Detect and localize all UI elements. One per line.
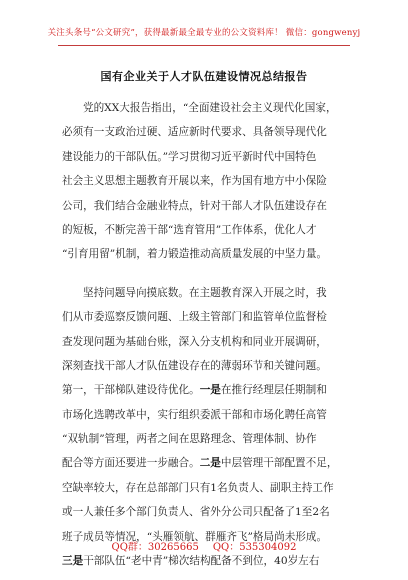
paragraph-line: 们从市委巡察反馈问题、上级主管部门和监管单位监督检 [62, 311, 327, 324]
paragraph-line: 坚持问题导向摸底数。在主题教育深入开展之时，我 [83, 286, 327, 299]
paragraph-line: 党的XX大报告指出，“全面建设社会主义现代化国家， [83, 102, 337, 114]
paragraph-line: 深刻查找干部人才队伍建设存在的薄弱环节和关键问题。 [62, 359, 327, 372]
paragraph-line: 查发现问题为基础台账，深入分支机构和同业开展调研， [62, 335, 327, 348]
section-heading: 第一，干部梯队建设待优化。 [62, 384, 200, 397]
promo-banner: 关注头条号“公文研究”，获得最新最全最专业的公文资料库！ 微信：gongwenyj [47, 28, 361, 38]
paragraph-line: 公司，我们结合金融业特点，针对干部人才队伍建设存在 [62, 199, 327, 212]
point-marker: 二是 [199, 457, 221, 470]
paragraph-line: 建设能力的干部队伍。”学习贯彻习近平新时代中国特色 [62, 150, 317, 163]
point-marker: 三是 [62, 555, 84, 568]
paragraph-line: 空缺率较大，存在总部部门只有1名负责人、副职主持工作 [62, 481, 334, 494]
document-body [62, 96, 352, 573]
paragraph-line: 市场化选聘改革中，实行组织委派干部和市场化聘任高管 [62, 408, 327, 421]
paragraph-line [62, 378, 352, 402]
line-text: 干部队伍“老中青”梯次结构配备不到位，40岁左右 [83, 555, 320, 568]
paragraph-line: “双轨制”管理，两者之间在思路理念、管理体制、协作 [62, 433, 317, 446]
line-text: 在推行经理层任期制和 [220, 384, 327, 397]
header-divider [58, 45, 350, 46]
paragraph-line: 的短板，不断完善干部“选育管用”工作体系，优化人才 [62, 223, 317, 236]
paragraph-line: 班子成员等情况，“头雁领航、群雁齐飞”格局尚未形成。 [62, 530, 328, 543]
line-text: 中层管理干部配置不足， [220, 457, 338, 470]
paragraph-line [62, 451, 352, 475]
paragraph-line: “引育用留”机制，着力锻造推动高质量发展的中坚力量。 [62, 248, 328, 261]
line-text: 配合等方面还要进一步融合。 [62, 457, 200, 470]
qq-number: QQ：535304092 [212, 542, 297, 553]
paragraph-gap [62, 267, 352, 281]
paragraph-line: 社会主义思想主题教育开展以来，作为国有地方中小保险 [62, 175, 327, 188]
qq-group-number: QQ群：30265665 [111, 542, 199, 553]
paragraph-line: 必须有一支政治过硬、适应新时代要求、具备领导现代化 [62, 126, 327, 139]
point-marker: 一是 [199, 384, 221, 397]
paragraph-line: 或一人兼任多个部门负责人、省外分公司只配备了1至2名 [62, 506, 330, 519]
contact-footer [0, 538, 408, 553]
document-title: 国有企业关于人才队伍建设情况总结报告 [100, 70, 308, 83]
